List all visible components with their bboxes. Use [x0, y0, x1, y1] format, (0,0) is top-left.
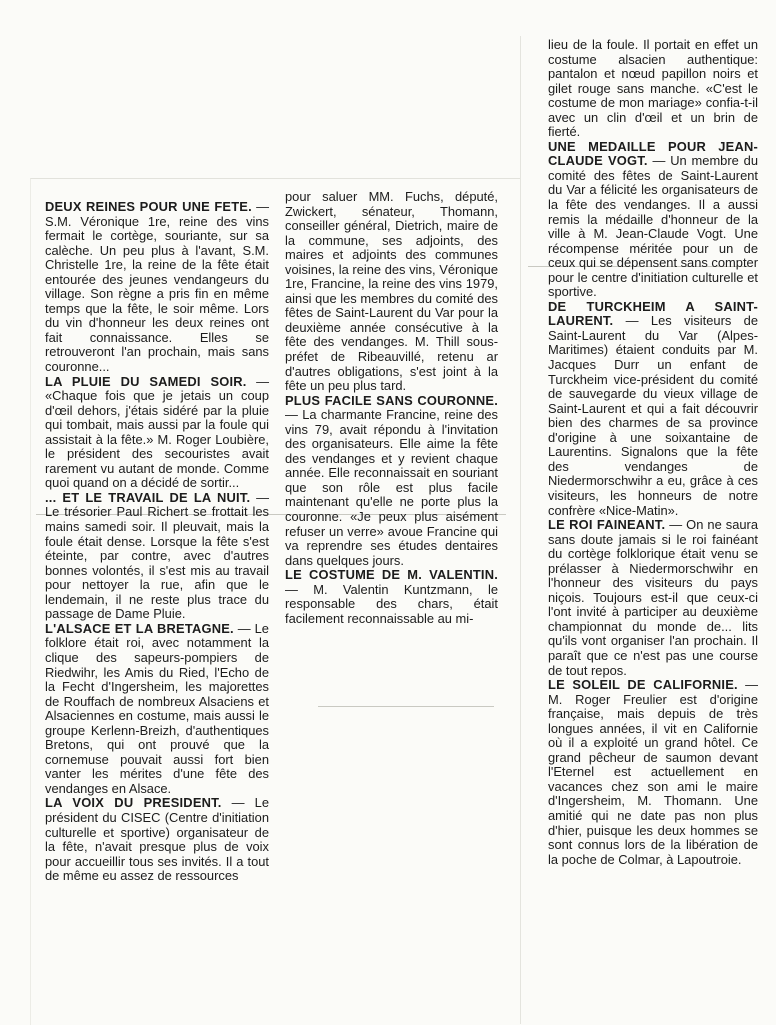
- article-headline: PLUS FACILE SANS COURONNE.: [285, 392, 498, 408]
- article: [548, 678, 758, 867]
- article-headline: UNE MEDAILLE POUR JEAN-CLAUDE VOGT.: [548, 138, 758, 169]
- article-headline: LA PLUIE DU SAMEDI SOIR.: [45, 373, 247, 389]
- article-body: — M. Roger Freulier est d'origine française, mais depuis de très longues années, il vit en Californie où il a exploité un grand hôtel. Ce grand pêcheur de saumon devant l'Eternel est actuellement en vacances chez son ami le maire d'Ingersheim, M. Thomann. Une amitié qui ne date pas non plus d'hier, puisque les deux hommes se sont connus lors de la libération de la poche de Colmar, à Lapoutroie.: [548, 677, 758, 867]
- article-headline: LE ROI FAINEANT.: [548, 517, 666, 533]
- article-body: — S.M. Véronique 1re, reine des vins fermait le cortège, souriante, sur sa calèche. Un peu plus à l'avant, S.M. Christelle 1re, la reine de la fête était entourée des jeunes vendangeurs du village. Son règne a pris fin en même temps que la fête, le soir même. Lors du vin d'honneur les deux reines ont fait connaissance. Elles se retrouveront l'an prochain, mais sans couronne...: [45, 199, 269, 375]
- article: [285, 394, 498, 569]
- article-body: lieu de la foule. Il portait en effet un costume alsacien authentique: pantalon et nœud papillon noirs et gilet rouge sans manche. «C'est le costume de mon mariage» confia-t-il avec un clin d'œil et un brin de fierté.: [548, 37, 758, 140]
- article-body: — Le président du CISEC (Centre d'initiation culturelle et sportive) organisateur de la fête, n'avait presque plus de voix pour accueillir tous ses invités. Il a tout de même eu assez de ressources: [45, 795, 269, 884]
- article: [285, 568, 498, 626]
- column-2: [285, 190, 498, 626]
- article: [45, 200, 269, 375]
- article-body: — On ne saura sans doute jamais si le roi fainéant du cortège folklorique était venu se prélasser à Niedermorschwihr en l'honneur des visiteurs du pays niçois. Toujours est-il que ceux-ci l'ont invité à participer au deuxième championnat du monde de... lits qu'ils vont organiser l'an prochain. Il paraît que ce n'est pas une course de tout repos.: [548, 517, 759, 678]
- column-3: [548, 38, 758, 867]
- article: [45, 375, 269, 491]
- article: [548, 140, 758, 300]
- article-body: pour saluer MM. Fuchs, député, Zwickert, sénateur, Thomann, conseiller général, Dietrich, maire de la commune, ses adjoints, des maires et adjoints des communes voisines, la reine des vins, Véronique 1re, Francine, la reine des vins 1979, ainsi que les membres du comité des fêtes de Saint-Laurent du Var pour la deuxième année consécutive à la fête des vendanges. M. Thill sous-préfet de Ribeauvillé, retenu ar d'autres obligations, s'est joint à la fête un peu plus tard.: [285, 189, 498, 394]
- article-body: — Un membre du comité des fêtes de Saint-Laurent du Var a félicité les organisateurs de la fête des vendanges. Il a aussi remis la médaille d'honneur de la ville à M. Jean-Claude Vogt. Une récompense méritée pour un de ceux qui se dépensent sans compter pour le centre d'initiation culturelle et sportive.: [548, 153, 758, 300]
- article: [285, 190, 498, 394]
- article-headline: DEUX REINES POUR UNE FETE.: [45, 199, 252, 214]
- column-1: [45, 200, 269, 884]
- article-body: — Le trésorier Paul Richert se frottait les mains samedi soir. Il pleuvait, mais la foule était dense. Lorsque la fête s'est éteinte, par contre, avec d'autres bonnes volontés, il s'est mis au travail pour nettoyer la rue, afin que le lendemain, il ne reste plus trace du passage de Dame Pluie.: [45, 489, 269, 622]
- article-headline: ... ET LE TRAVAIL DE LA NUIT.: [45, 489, 251, 505]
- article: [548, 518, 758, 678]
- article-headline: LE SOLEIL DE CALIFORNIE.: [548, 677, 738, 693]
- article: [45, 491, 269, 622]
- article-headline: L'ALSACE ET LA BRETAGNE.: [45, 620, 234, 636]
- article-body: — «Chaque fois que je jetais un coup d'œil dehors, j'étais sidéré par la pluie qui tombait, mais aussi par la foule qui assistait à la fête.» M. Roger Loubière, le président des secouristes avait rarement vu autant de monde. Comme quoi quand on a décidé de sortir...: [45, 373, 269, 491]
- article-body: — M. Valentin Kuntzmann, le responsable des chars, était facilement reconnaissable au mi-: [285, 581, 498, 626]
- article: [548, 38, 758, 140]
- article-body: — La charmante Francine, reine des vins 79, avait répondu à l'invitation des organisateurs. Elle aime la fête des vendanges et y revient chaque année. Elle reconnaissait en souriant que son rôle est plus facile maintenant qu'elle ne porte plus la couronne. «Je peux plus aisément refuser un verre» avoue Francine qui va reprendre ses études dentaires dans quelques jours.: [285, 407, 498, 568]
- article-headline: LA VOIX DU PRESIDENT.: [45, 795, 222, 811]
- article: [45, 796, 269, 883]
- article: [548, 300, 758, 518]
- article: [45, 622, 269, 797]
- article-headline: DE TURCKHEIM A SAINT-LAURENT.: [548, 298, 758, 329]
- article-body: — Le folklore était roi, avec notamment la clique des sapeurs-pompiers de Riedwihr, les Amis du Ried, l'Echo de la Fecht d'Ingersheim, les majorettes de Rouffach de nombreux Alsaciens et Alsaciennes en costume, mais aussi le groupe Kerlenn-Breizh, d'authentiques Bretons, qui ont prouvé que la cornemuse pouvait aussi fort bien vanter les mérites d'une fête des vendanges en Alsace.: [45, 620, 269, 796]
- article-headline: LE COSTUME DE M. VALENTIN.: [285, 567, 498, 583]
- article-body: — Les visiteurs de Saint-Laurent du Var (Alpes-Maritimes) étaient conduits par M. Jacques Durr un enfant de Turckheim vice-président du comité de sauvegarde du vieux village de Saint-Laurent et qui a fait découvrir bien des charmes de sa province d'origine à une soixantaine de Laurentins. Signalons que la fête des vendanges de Niedermorschwihr a eu, grâce à ces visiteurs, les honneurs de notre confrère «Nice-Matin».: [548, 313, 758, 518]
- fold-line: [318, 706, 494, 707]
